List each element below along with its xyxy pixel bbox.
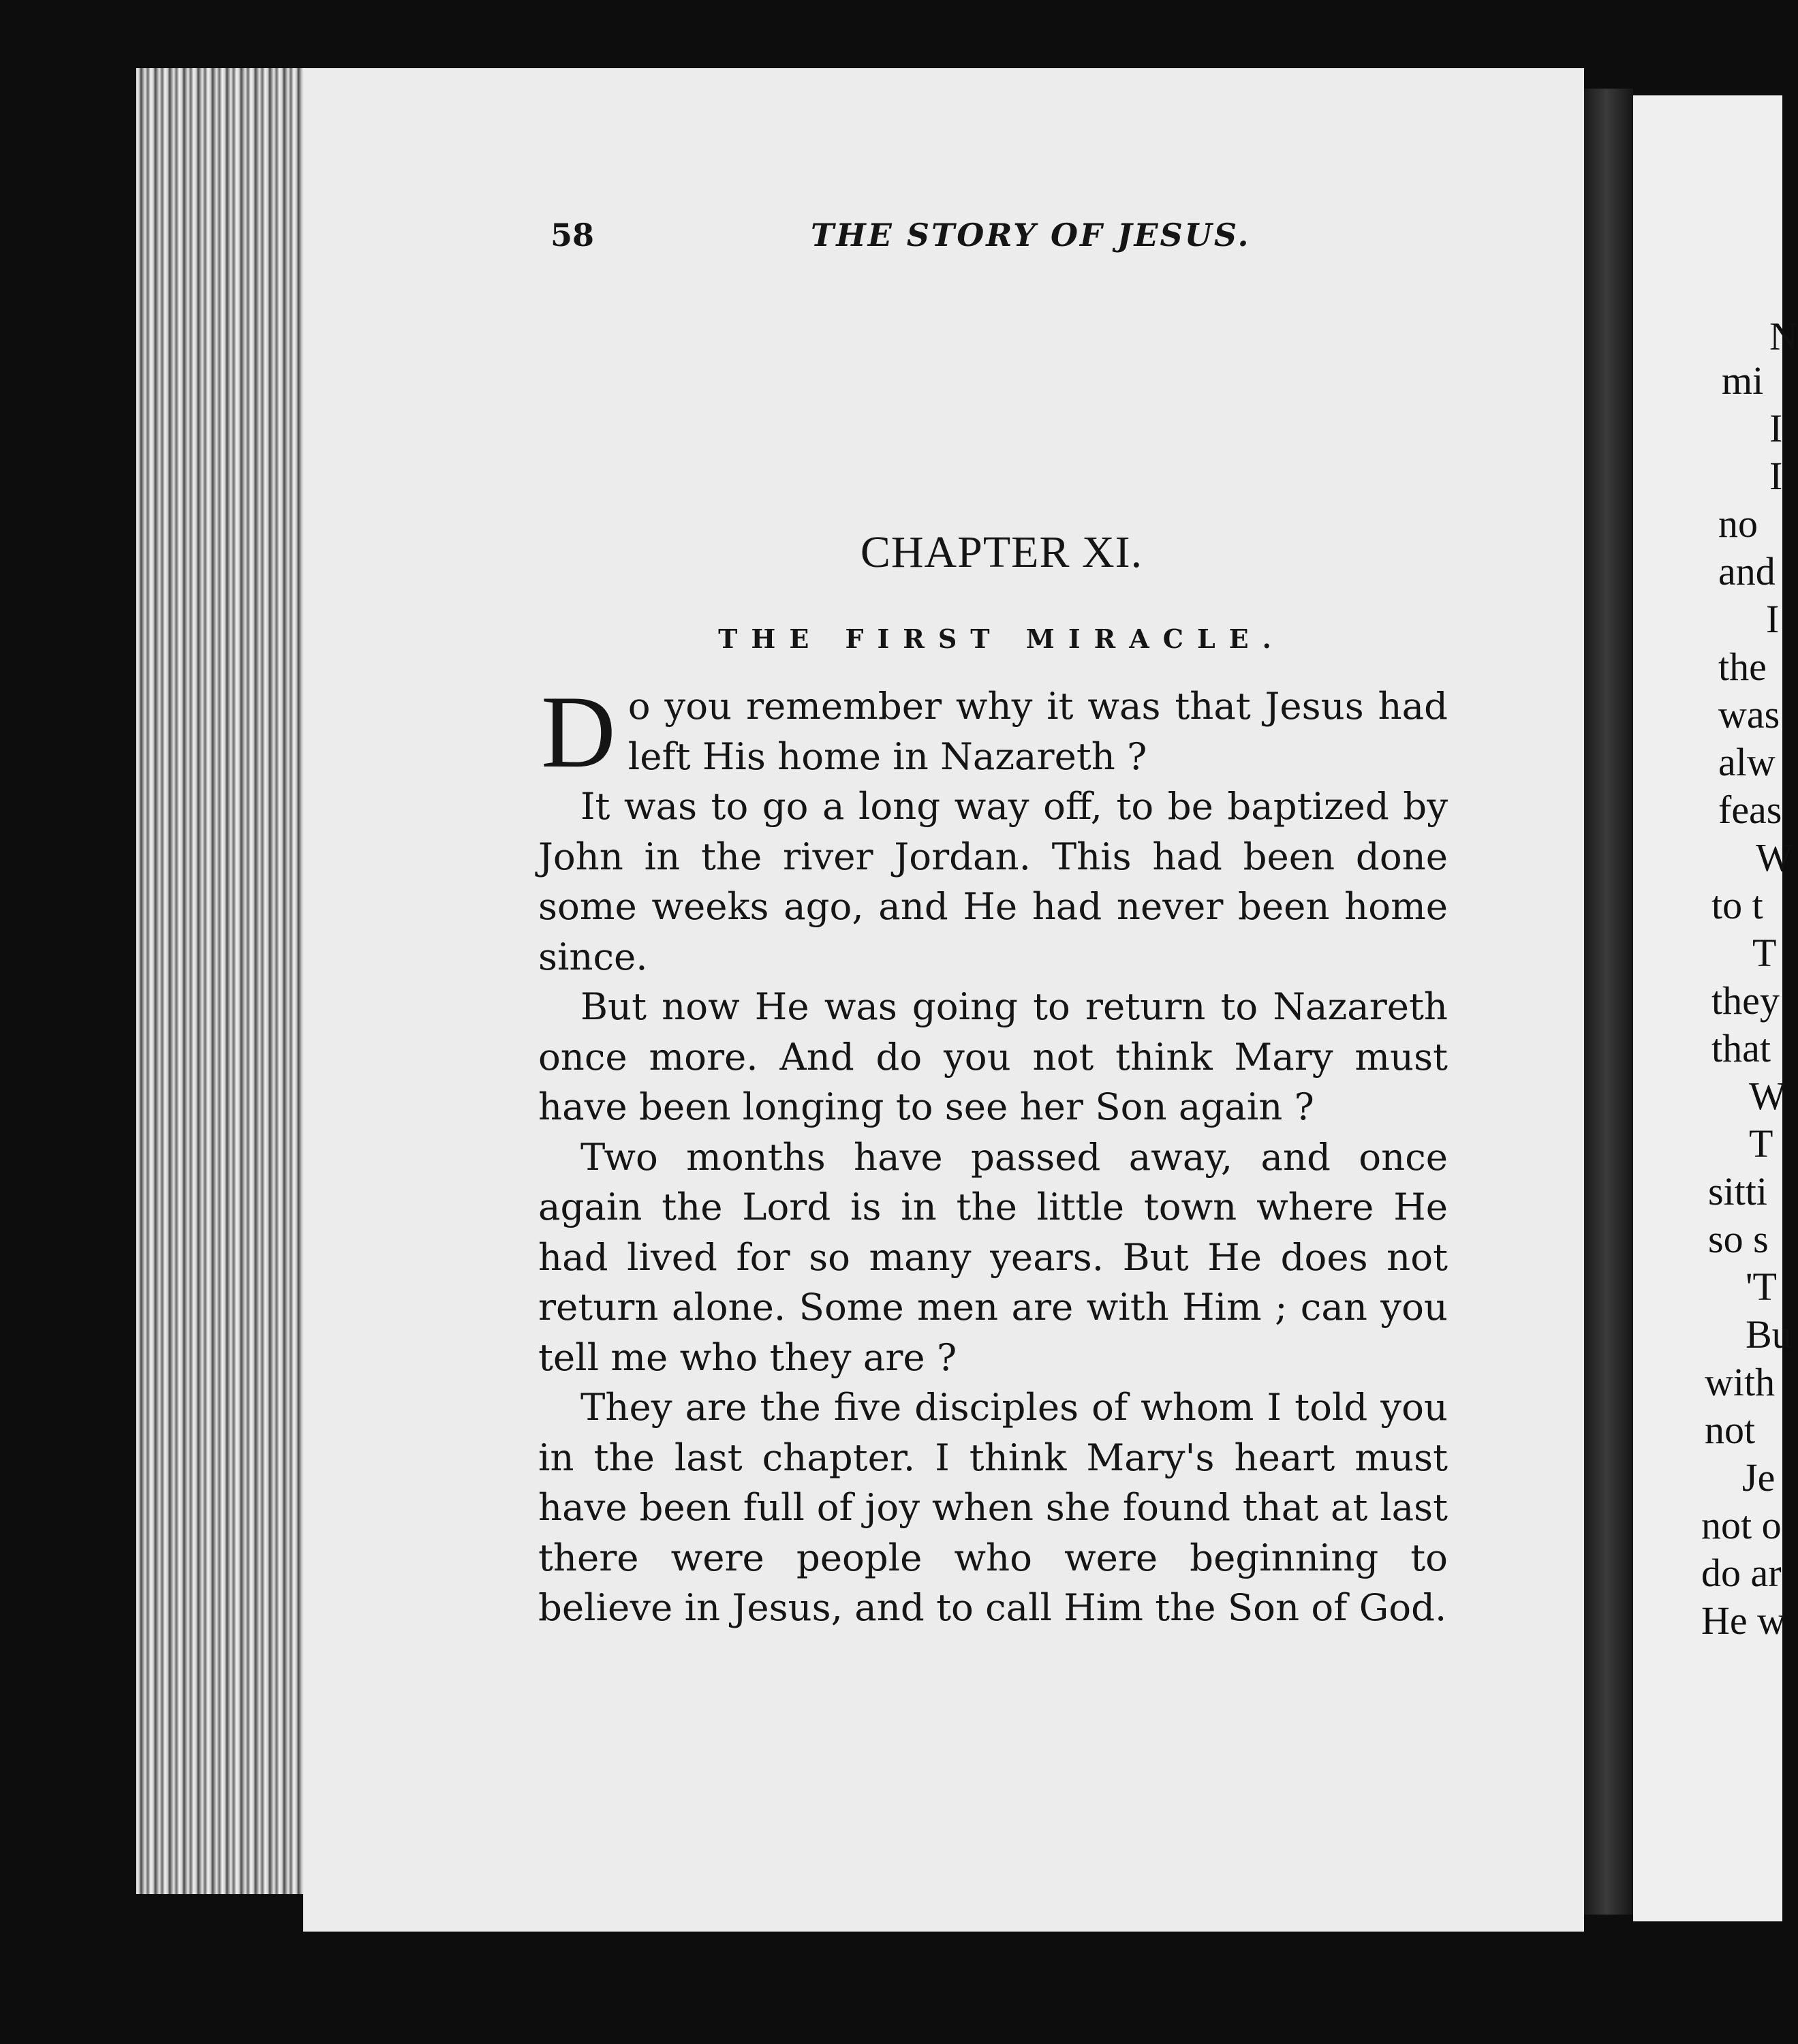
body-text xyxy=(538,675,1448,1633)
facing-page xyxy=(1633,95,1798,1921)
chapter-subtitle: THE FIRST MIRACLE. xyxy=(718,623,1285,654)
paragraph: They are the five disciples of whom I told you in the last chapter. I think Mary's heart must have been full of joy when she found that at last there were people who were beginning to believe in Jesus, and to call Him the Son of God. xyxy=(538,1385,1448,1629)
facing-page-line: feas xyxy=(1718,788,1782,832)
facing-page-line: I xyxy=(1769,406,1783,450)
chapter-title: CHAPTER XI. xyxy=(860,527,1143,577)
facing-page-line: Bu xyxy=(1746,1312,1792,1357)
paragraph: But now He was going to return to Nazareth once more. And do you not think Mary must have been longing to see her Son again ? xyxy=(538,985,1448,1128)
facing-page-line: W xyxy=(1756,835,1793,880)
facing-page-line: I xyxy=(1769,454,1783,498)
facing-page-line: I xyxy=(1766,597,1780,641)
facing-page-line: so s xyxy=(1708,1217,1769,1261)
drop-cap: D xyxy=(541,675,616,789)
facing-page-line: do ar xyxy=(1701,1551,1782,1595)
facing-page-line: with xyxy=(1705,1360,1776,1404)
running-header xyxy=(545,217,1458,258)
facing-page-line: no xyxy=(1718,501,1758,546)
facing-page-line: the xyxy=(1718,645,1767,689)
facing-page-line: He w xyxy=(1701,1598,1786,1643)
facing-page-line: W xyxy=(1749,1074,1786,1118)
paragraph-text: o you remember why it was that Jesus had left His home in Nazareth ? xyxy=(627,684,1448,778)
facing-page-line: they xyxy=(1711,978,1780,1023)
paragraph xyxy=(538,675,1448,789)
facing-page-line: alw xyxy=(1718,740,1776,784)
facing-page-line: was xyxy=(1718,692,1780,737)
facing-page-line: not o xyxy=(1701,1503,1782,1547)
facing-page-line: sitti xyxy=(1708,1169,1768,1213)
paragraph: It was to go a long way off, to be baptized by John in the river Jordan. This had been done some weeks ago, and He had never been home since. xyxy=(538,784,1448,978)
facing-page-line: that xyxy=(1711,1026,1771,1070)
paragraph: Two months have passed away, and once again the Lord is in the little town where He had lived for so many years. But He does not return alone. Some men are with Him ; can you tell me who they are ? xyxy=(538,1134,1448,1379)
facing-page-line: T xyxy=(1752,931,1777,975)
facing-page-line: T xyxy=(1749,1121,1773,1166)
facing-page-line: mi xyxy=(1722,358,1764,403)
running-title: THE STORY OF JESUS. xyxy=(811,217,1251,253)
book-page-edges xyxy=(136,68,307,1894)
page-number: 58 xyxy=(551,217,595,253)
facing-page-line: not xyxy=(1705,1408,1756,1452)
facing-page-line: and xyxy=(1718,549,1776,593)
book-gutter xyxy=(1584,89,1633,1915)
facing-page-line: to t xyxy=(1711,883,1763,927)
facing-page-line: N xyxy=(1769,314,1798,358)
facing-page-line: 'T xyxy=(1746,1265,1777,1309)
facing-page-line: Je xyxy=(1742,1455,1776,1500)
